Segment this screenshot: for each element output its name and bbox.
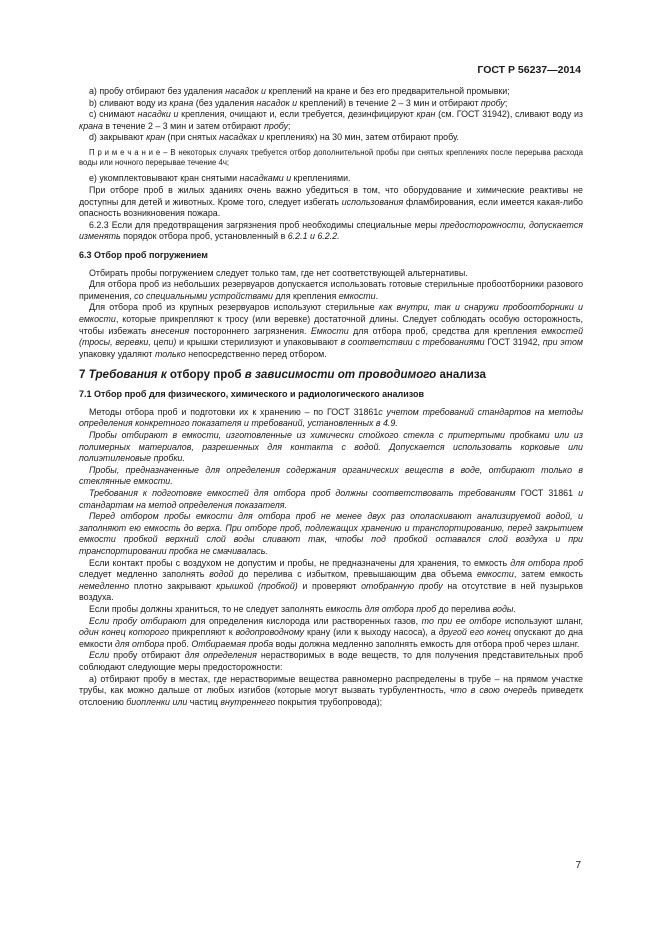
- italic-run: один конец которого: [79, 627, 170, 638]
- italic-run: при этом: [542, 337, 583, 348]
- italic-run: в зависимости от проводимого: [244, 368, 437, 382]
- text-run: креплений на кране и без его предварительной промывки;: [265, 86, 510, 96]
- italic-run: отобранную пробу: [361, 580, 443, 591]
- paragraph: [79, 185, 583, 220]
- italic-run: как внутри, так и снаружи пробоотборники и емкости: [79, 302, 583, 324]
- paragraph: [79, 302, 583, 360]
- text-run: П р и м е ч а н и е – В некоторых случаях требуется отбор дополнительной пробы при снятых креплениях после перерыва расхода воды или ночного перерывае течение 4ч;: [79, 147, 583, 168]
- text-run: плотно закрывают: [129, 580, 217, 591]
- text-run: с) снимают: [89, 109, 138, 120]
- italic-run: предосторожности, допускается изменять: [79, 219, 583, 242]
- text-run: ;: [504, 97, 508, 108]
- text-run: креплениях) на 30 мин, затем отбирают пробу.: [264, 132, 459, 143]
- italic-run: со специальными устройствами: [134, 290, 273, 301]
- text-run: (при снятых: [165, 132, 220, 143]
- text-run: креплениями.: [291, 173, 351, 184]
- text-run: , которые прикрепляют к тросу (или веревке) достаточной длины. Следует соблюдать особую осторожность, чтобы избежать: [79, 313, 583, 336]
- text-run: для определения кислорода или растворенных газов,: [186, 615, 422, 626]
- text-run: 7.1 Отбор проб для физического, химического и радиологического анализов: [79, 389, 425, 400]
- italic-run: то при ее отборе: [421, 615, 502, 626]
- italic-run: насадок и: [225, 86, 266, 96]
- italic-run: воды: [492, 603, 514, 614]
- paragraph: [79, 268, 583, 280]
- text-run: и крышки стерилизуют и упаковывают: [176, 337, 341, 348]
- text-run: Для отбора проб из небольших резервуаров допускается использовать готовые стерильные пробоотборники разового применения,: [79, 279, 583, 301]
- text-run: прикрепляют к: [169, 627, 236, 638]
- paragraph: [79, 674, 583, 709]
- text-run: При отборе проб в жилых зданиях очень важно убедиться в том, что оборудование и химические реактивы не доступны для детей и животных. Кроме того, следует избегать: [79, 184, 583, 207]
- italic-run: немедленно: [79, 580, 130, 591]
- paragraph: [79, 511, 583, 557]
- italic-run: только: [154, 348, 186, 359]
- paragraph: [79, 173, 583, 185]
- section-heading: [79, 389, 583, 401]
- text-run: .: [513, 603, 516, 614]
- text-run: , затем емкость: [513, 569, 583, 580]
- text-run: анализа: [436, 368, 486, 382]
- note-paragraph: [79, 148, 583, 168]
- text-run: 7: [79, 368, 89, 382]
- italic-run: водопроводному: [235, 627, 305, 638]
- text-run: ГОСТ 31861: [515, 488, 579, 499]
- italic-run: Пробы, предназначенные для определения содержания органических веществ в воде, отбирают только в стеклянные емкости.: [79, 464, 583, 487]
- italic-run: насадок и: [256, 97, 298, 108]
- italic-run: насадками и: [239, 173, 292, 184]
- text-run: ГОСТ 31942,: [484, 337, 543, 348]
- italic-run: Перед отбором пробы емкости для отбора проб не менее двух раз ополаскивают анализируемой водой, и заполняют ею емкость до верха. При отборе проб, подлежащих хранению и транспортированию, перед закрытием емкости пробкой верхний слой воды сливают так, чтобы под пробкой оставался слой воздуха и при транспортировании пробка не смачивалась.: [79, 511, 583, 556]
- italic-run: насадках и: [219, 132, 265, 143]
- italic-run: Требования к: [88, 368, 167, 382]
- text-run: для отбора проб, средства для крепления: [348, 325, 542, 336]
- paragraph: [79, 132, 583, 144]
- page-number: 7: [575, 860, 581, 871]
- text-run: а) отбирают пробу в местах, где нерастворимые вещества равномерно распределены в трубе – на прямом участке трубы, как можно дальше от любых изгибов (которые могут вызвать турбулентность,: [79, 673, 583, 696]
- text-run: 6.3 Отбор проб погружением: [79, 249, 208, 260]
- paragraph: [79, 430, 583, 465]
- text-run: крану (или к выходу насоса), а: [304, 627, 439, 638]
- text-run: непосредственно перед отбором.: [185, 348, 327, 359]
- text-run: порядок отбора проб, установленный в: [120, 231, 288, 242]
- paragraph: [79, 279, 583, 302]
- italic-run: пробу: [480, 97, 505, 108]
- italic-run: крана: [169, 97, 194, 108]
- italic-run: крана: [79, 120, 103, 131]
- paragraph: [79, 98, 583, 110]
- text-run: до перелива: [436, 603, 493, 614]
- italic-run: емкостей (тросы, веревки, цепи): [79, 325, 584, 348]
- text-run: до перелива с избытком, превышающим два объема: [233, 569, 477, 580]
- text-run: Если пробы должны храниться, то не следует заполнять: [89, 603, 326, 614]
- text-run: фламбирования, если имеется какая-либо опасность возникновения пожара.: [79, 196, 583, 219]
- italic-run: Пробы отбирают в емкости, изготовленные из химически стойкого стекла с притертыми пробками или из полимерных материалов, разрешенных для контакта с водой. Допускается использовать корковые или полиэтиленовые пробки.: [79, 430, 583, 464]
- italic-run: Отбираемая проба: [191, 638, 274, 649]
- text-run: Если контакт пробы с воздухом не допустим и пробы, не предназначены для хранения, то емкость: [89, 557, 511, 568]
- text-run: 6.2.3 Если для предотвращения загрязнения проб необходимы специальные меры: [89, 219, 440, 230]
- italic-run: емкости: [338, 290, 376, 301]
- text-run: ;: [288, 120, 291, 131]
- text-run: нерастворимых в воде веществ, то для получения представительных проб соблюдают следующие меры предосторожности:: [79, 650, 583, 672]
- italic-run: водой: [209, 569, 234, 580]
- text-run: воды должна медленно заполнять емкость для отбора проб через шланг.: [273, 638, 580, 649]
- paragraph: [79, 488, 583, 511]
- text-run: проб.: [164, 638, 192, 649]
- italic-run: 6.2.1 и 6.2.2.: [287, 231, 340, 242]
- text-run: следует медленно заполнять: [79, 569, 210, 580]
- text-run: е) укомплектовывают кран снятыми: [89, 173, 240, 184]
- text-run: пробу отбирают: [109, 650, 185, 661]
- italic-run: Если: [89, 650, 110, 661]
- chapter-heading: [79, 368, 583, 382]
- text-run: на отсутствие в ней пузырьков воздуха.: [79, 580, 583, 603]
- paragraph: [79, 650, 583, 673]
- italic-run: кран: [146, 132, 166, 143]
- text-run: Отбирать пробы погружением следует только там, где нет соответствующей альтернативы.: [89, 267, 468, 278]
- italic-run: насадки и: [137, 109, 179, 120]
- section-heading: [79, 250, 583, 262]
- paragraph: [79, 465, 583, 488]
- italic-run: и стандартам на метод определения показателя.: [79, 488, 583, 510]
- italic-run: Требования к подготовке емкостей для отбора проб должны соответствовать требованиям: [89, 488, 516, 499]
- text-run: упаковку удаляют: [79, 348, 155, 359]
- paragraph: [79, 604, 583, 616]
- text-run: крепления, очищают и, если требуется, дезинфицируют: [178, 109, 417, 120]
- text-run: b) сливают воду из: [89, 97, 170, 108]
- paragraph: [79, 109, 583, 132]
- paragraph: [79, 616, 583, 651]
- text-run: .: [375, 290, 379, 301]
- italic-run: в соответствии с требованиями: [340, 337, 485, 348]
- italic-run: Если пробу отбирают: [89, 615, 187, 626]
- italic-run: пробу: [264, 120, 289, 131]
- italic-run: другой его конец: [438, 627, 511, 638]
- document-header: ГОСТ Р 56237—2014: [477, 64, 581, 76]
- paragraph: [79, 558, 583, 604]
- text-run: отбору проб: [166, 368, 245, 382]
- italic-run: Емкости: [310, 325, 349, 336]
- text-run: креплений) в течение 2 – 3 мин и отбирают: [297, 97, 481, 108]
- italic-run: емкости: [477, 569, 514, 580]
- text-run: а) пробу отбирают без удаления: [89, 86, 226, 96]
- text-run: Методы отбора проб и подготовки их к хранению – по ГОСТ 31861: [89, 406, 379, 417]
- italic-run: для определения: [184, 650, 257, 661]
- text-run: постороннего загрязнения.: [189, 325, 311, 336]
- text-run: и проверяют: [297, 580, 362, 591]
- italic-run: для отбора проб: [510, 557, 583, 568]
- italic-run: с учетом требований стандартов на методы определения конкретного показателя и требований, установленных в 4.9.: [79, 406, 583, 429]
- text-run: используют шланг,: [501, 615, 583, 626]
- text-run: (см. ГОСТ 31942), сливают воду из: [435, 109, 584, 120]
- italic-run: кран: [416, 109, 436, 120]
- paragraph: [79, 220, 583, 243]
- italic-run: что в свою очередь: [449, 685, 538, 696]
- paragraph: [79, 407, 583, 430]
- italic-run: биопленки или: [126, 696, 188, 707]
- italic-run: внесения: [150, 325, 190, 336]
- text-run: Для отбора проб из крупных резервуаров используют стерильные: [89, 302, 379, 313]
- text-run: опускают до дна емкости: [79, 627, 583, 649]
- text-run: покрытия трубопровода);: [275, 696, 383, 707]
- text-run: в течение 2 – 3 мин и затем отбирают: [102, 120, 265, 131]
- text-run: d) закрывают: [89, 132, 147, 143]
- document-body: [79, 86, 583, 708]
- text-run: приведетк отслоению: [79, 685, 583, 707]
- paragraph: [79, 86, 583, 98]
- italic-run: емкость для отбора проб: [325, 603, 437, 614]
- text-run: частиц: [187, 696, 221, 707]
- text-run: для крепления: [272, 290, 339, 301]
- italic-run: крышкой (пробкой): [216, 580, 298, 591]
- italic-run: использования: [341, 196, 404, 207]
- italic-run: внутреннего: [220, 696, 276, 707]
- italic-run: для отбора: [114, 638, 165, 649]
- text-run: (без удаления: [193, 97, 257, 108]
